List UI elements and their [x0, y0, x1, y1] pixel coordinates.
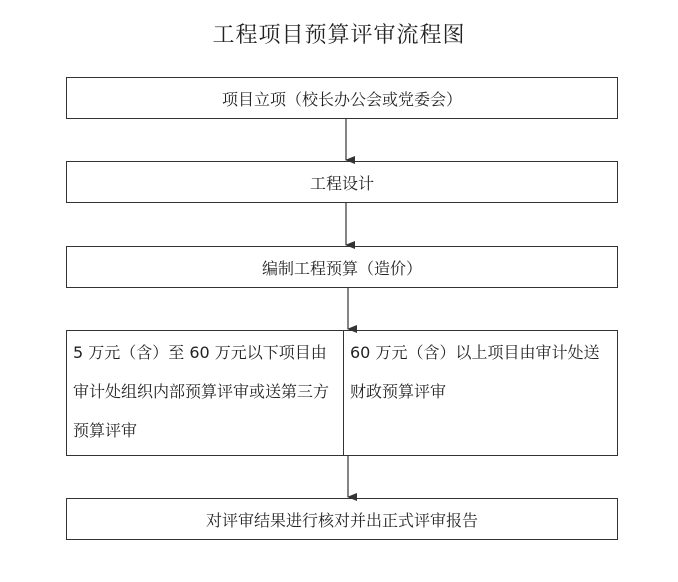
step-review-internal: 5 万元（含）至 60 万元以下项目由审计处组织内部预算评审或送第三方预算评审	[67, 331, 344, 455]
step-project-approval-label: 项目立项（校长办公会或党委会）	[221, 89, 462, 109]
step-final-report-label: 对评审结果进行核对并出正式评审报告	[205, 510, 478, 530]
diagram-title: 工程项目预算评审流程图	[212, 23, 466, 48]
step-engineering-design-label: 工程设计	[309, 173, 374, 193]
step-review-finance: 60 万元（含）以上项目由审计处送财政预算评审	[350, 343, 600, 401]
step-budget-preparation-label: 编制工程预算（造价）	[261, 258, 422, 278]
